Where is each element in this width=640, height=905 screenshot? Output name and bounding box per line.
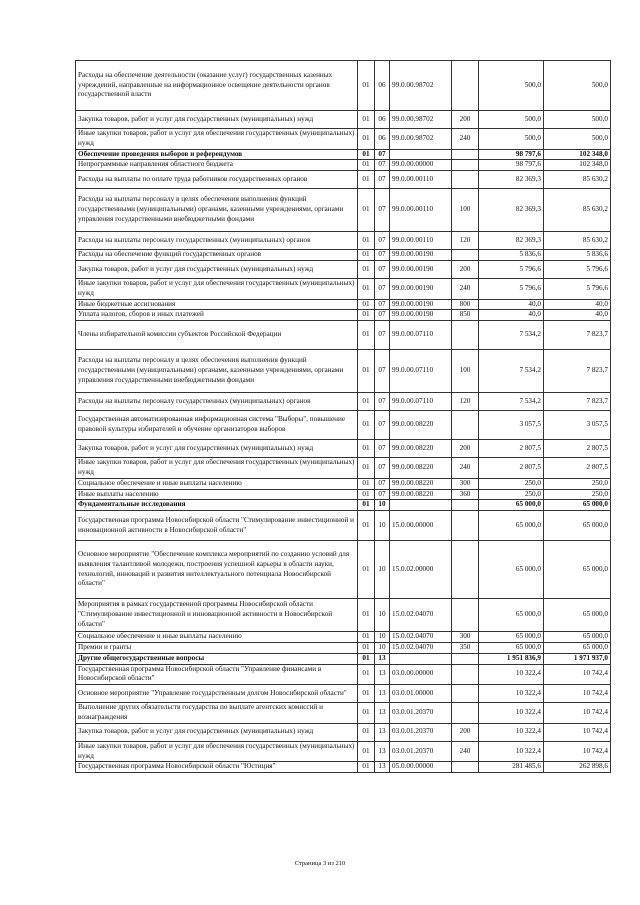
row-razdel: 01 <box>358 741 375 762</box>
row-name: Основное мероприятие "Обеспечение комплекса мероприятий по созданию условий для выявления талантливой молодежи, построения успешной карьеры в области науки, технологий, инноваций и развития интеллектуального потенциала Новосибирской области" <box>76 541 358 599</box>
row-podrazdel: 07 <box>375 489 390 500</box>
table-row <box>76 478 611 489</box>
row-podrazdel: 07 <box>375 411 390 440</box>
table-row <box>76 278 611 299</box>
row-amount-year2: 3 057,5 <box>544 411 611 440</box>
table-row <box>76 310 611 321</box>
row-amount-year2: 65 000,0 <box>544 500 611 511</box>
row-csr: 99.0.00.07110 <box>390 321 452 350</box>
row-vr <box>452 762 479 773</box>
table-row <box>76 599 611 632</box>
table-row <box>76 511 611 541</box>
row-podrazdel: 10 <box>375 642 390 653</box>
row-amount-year2: 65 000,0 <box>544 599 611 632</box>
row-razdel: 01 <box>358 321 375 350</box>
row-name: Расходы на обеспечение деятельности (оказание услуг) государственных казенных учреждений, направленные на информационное освещение деятельности органов государственной власти <box>76 61 358 111</box>
row-amount-year2: 250,0 <box>544 489 611 500</box>
row-amount-year2: 7 823,7 <box>544 393 611 411</box>
row-vr: 200 <box>452 723 479 741</box>
table-row <box>76 171 611 189</box>
row-amount-year2: 65 000,0 <box>544 632 611 643</box>
row-amount-year1: 65 000,0 <box>479 599 544 632</box>
row-amount-year1: 65 000,0 <box>479 541 544 599</box>
table-row <box>76 61 611 111</box>
row-vr: 240 <box>452 741 479 762</box>
row-vr <box>452 703 479 724</box>
row-vr <box>452 511 479 541</box>
row-name: Закупка товаров, работ и услуг для государственных (муниципальных) нужд <box>76 260 358 278</box>
row-amount-year1: 40,0 <box>479 310 544 321</box>
row-razdel: 01 <box>358 599 375 632</box>
page-footer: Страница 3 из 210 <box>294 860 346 867</box>
row-amount-year2: 10 742,4 <box>544 703 611 724</box>
row-razdel: 01 <box>358 350 375 393</box>
row-name: Закупка товаров, работ и услуг для государственных (муниципальных) нужд <box>76 111 358 129</box>
row-razdel: 01 <box>358 511 375 541</box>
row-amount-year1: 10 322,4 <box>479 685 544 703</box>
row-amount-year1: 65 000,0 <box>479 632 544 643</box>
row-podrazdel: 07 <box>375 189 390 232</box>
row-csr: 99.0.00.00190 <box>390 310 452 321</box>
row-csr: 15.0.02.04070 <box>390 599 452 632</box>
row-amount-year1: 82 369,3 <box>479 171 544 189</box>
table-row <box>76 762 611 773</box>
row-podrazdel: 07 <box>375 149 390 160</box>
row-amount-year1: 500,0 <box>479 111 544 129</box>
row-amount-year1: 500,0 <box>479 129 544 150</box>
row-podrazdel: 07 <box>375 171 390 189</box>
row-csr: 03.0.01.20370 <box>390 723 452 741</box>
row-vr: 200 <box>452 111 479 129</box>
row-csr: 03.0.00.00000 <box>390 664 452 685</box>
row-podrazdel: 06 <box>375 61 390 111</box>
row-podrazdel: 07 <box>375 350 390 393</box>
row-podrazdel: 07 <box>375 310 390 321</box>
table-row <box>76 260 611 278</box>
row-vr: 350 <box>452 642 479 653</box>
row-amount-year2: 5 796,6 <box>544 260 611 278</box>
row-razdel: 01 <box>358 129 375 150</box>
row-podrazdel: 07 <box>375 160 390 171</box>
row-razdel: 01 <box>358 762 375 773</box>
row-amount-year1: 82 369,3 <box>479 232 544 250</box>
row-csr: 03.0.01.20370 <box>390 703 452 724</box>
row-podrazdel: 10 <box>375 599 390 632</box>
row-csr: 99.0.00.08220 <box>390 411 452 440</box>
row-csr: 99.0.00.07110 <box>390 350 452 393</box>
row-amount-year2: 10 742,4 <box>544 723 611 741</box>
row-razdel: 01 <box>358 653 375 664</box>
table-row <box>76 189 611 232</box>
row-vr: 800 <box>452 299 479 310</box>
row-vr: 100 <box>452 350 479 393</box>
row-amount-year1: 1 951 836,9 <box>479 653 544 664</box>
row-razdel: 01 <box>358 171 375 189</box>
row-amount-year1: 10 322,4 <box>479 723 544 741</box>
row-vr <box>452 653 479 664</box>
row-amount-year1: 98 797,6 <box>479 149 544 160</box>
row-name: Иные выплаты населению <box>76 489 358 500</box>
row-vr: 240 <box>452 278 479 299</box>
row-name: Фундаментальные исследования <box>76 500 358 511</box>
row-name: Премии и гранты <box>76 642 358 653</box>
row-name: Уплата налогов, сборов и иных платежей <box>76 310 358 321</box>
row-amount-year1: 10 322,4 <box>479 741 544 762</box>
row-razdel: 01 <box>358 149 375 160</box>
row-name: Расходы на обеспечение функций государственных органов <box>76 250 358 261</box>
row-amount-year2: 1 971 937,0 <box>544 653 611 664</box>
row-amount-year1: 5 796,6 <box>479 260 544 278</box>
row-amount-year1: 65 000,0 <box>479 511 544 541</box>
row-razdel: 01 <box>358 260 375 278</box>
row-csr: 99.0.00.00110 <box>390 171 452 189</box>
row-podrazdel: 07 <box>375 260 390 278</box>
table-row <box>76 703 611 724</box>
row-name: Расходы на выплаты по оплате труда работников государственных органов <box>76 171 358 189</box>
row-podrazdel: 13 <box>375 723 390 741</box>
table-row <box>76 250 611 261</box>
table-row <box>76 664 611 685</box>
table-row <box>76 541 611 599</box>
row-amount-year2: 102 348,0 <box>544 160 611 171</box>
row-podrazdel: 13 <box>375 762 390 773</box>
row-razdel: 01 <box>358 189 375 232</box>
row-name: Расходы на выплаты персоналу государственных (муниципальных) органов <box>76 232 358 250</box>
row-amount-year1: 10 322,4 <box>479 664 544 685</box>
table-row <box>76 741 611 762</box>
row-csr: 99.0.00.07110 <box>390 393 452 411</box>
row-amount-year1: 10 322,4 <box>479 703 544 724</box>
row-amount-year2: 2 807,5 <box>544 458 611 479</box>
row-amount-year2: 85 630,2 <box>544 171 611 189</box>
row-amount-year1: 250,0 <box>479 489 544 500</box>
row-podrazdel: 07 <box>375 321 390 350</box>
row-name: Социальное обеспечение и иные выплаты населению <box>76 478 358 489</box>
row-vr <box>452 685 479 703</box>
row-csr: 99.0.00.00110 <box>390 232 452 250</box>
row-amount-year1: 281 485,6 <box>479 762 544 773</box>
row-razdel: 01 <box>358 541 375 599</box>
row-name: Государственная автоматизированная информационная система "Выборы", повышение правовой культуры избирателей и обучение организаторов выборов <box>76 411 358 440</box>
row-vr <box>452 171 479 189</box>
row-razdel: 01 <box>358 632 375 643</box>
row-razdel: 01 <box>358 299 375 310</box>
row-csr <box>390 500 452 511</box>
table-row <box>76 411 611 440</box>
row-podrazdel: 13 <box>375 703 390 724</box>
row-amount-year2: 40,0 <box>544 310 611 321</box>
row-amount-year2: 102 348,0 <box>544 149 611 160</box>
row-razdel: 01 <box>358 703 375 724</box>
row-vr: 300 <box>452 632 479 643</box>
row-vr: 850 <box>452 310 479 321</box>
row-amount-year2: 500,0 <box>544 129 611 150</box>
row-razdel: 01 <box>358 111 375 129</box>
row-podrazdel: 10 <box>375 500 390 511</box>
row-razdel: 01 <box>358 478 375 489</box>
row-csr: 99.0.00.08220 <box>390 440 452 458</box>
table-row <box>76 160 611 171</box>
row-amount-year2: 10 742,4 <box>544 685 611 703</box>
row-razdel: 01 <box>358 489 375 500</box>
row-amount-year1: 7 534,2 <box>479 321 544 350</box>
table-row <box>76 440 611 458</box>
row-podrazdel: 06 <box>375 129 390 150</box>
row-amount-year1: 250,0 <box>479 478 544 489</box>
table-row <box>76 500 611 511</box>
row-amount-year2: 5 836,6 <box>544 250 611 261</box>
row-amount-year1: 3 057,5 <box>479 411 544 440</box>
row-vr <box>452 541 479 599</box>
row-vr: 120 <box>452 232 479 250</box>
row-name: Непрограммные направления областного бюджета <box>76 160 358 171</box>
row-csr: 03.0.01.00000 <box>390 685 452 703</box>
row-amount-year2: 10 742,4 <box>544 664 611 685</box>
row-vr <box>452 500 479 511</box>
row-name: Расходы на выплаты персоналу в целях обеспечения выполнения функций государственными (муниципальными) органами, казенными учреждениями, органами управления государственными внебюджетными фондами <box>76 350 358 393</box>
row-vr: 100 <box>452 189 479 232</box>
table-row <box>76 458 611 479</box>
table-row <box>76 232 611 250</box>
row-csr: 99.0.00.00000 <box>390 160 452 171</box>
row-podrazdel: 07 <box>375 250 390 261</box>
row-podrazdel: 07 <box>375 478 390 489</box>
row-amount-year2: 262 898,6 <box>544 762 611 773</box>
row-podrazdel: 07 <box>375 278 390 299</box>
table-row <box>76 393 611 411</box>
row-csr: 99.0.00.08220 <box>390 458 452 479</box>
row-vr <box>452 250 479 261</box>
row-name: Иные закупки товаров, работ и услуг для обеспечения государственных (муниципальных) нужд <box>76 129 358 150</box>
row-vr: 300 <box>452 478 479 489</box>
row-name: Закупка товаров, работ и услуг для государственных (муниципальных) нужд <box>76 723 358 741</box>
row-podrazdel: 13 <box>375 653 390 664</box>
row-podrazdel: 07 <box>375 232 390 250</box>
row-razdel: 01 <box>358 250 375 261</box>
row-csr: 99.0.00.98702 <box>390 129 452 150</box>
row-vr: 120 <box>452 393 479 411</box>
table-row <box>76 299 611 310</box>
row-razdel: 01 <box>358 411 375 440</box>
row-razdel: 01 <box>358 61 375 111</box>
row-name: Обеспечение проведения выборов и референдумов <box>76 149 358 160</box>
row-razdel: 01 <box>358 393 375 411</box>
row-amount-year1: 5 796,6 <box>479 278 544 299</box>
row-name: Члены избирательной комиссии субъектов Российской Федерации <box>76 321 358 350</box>
row-csr: 15.0.02.04070 <box>390 632 452 643</box>
row-csr: 99.0.00.98702 <box>390 61 452 111</box>
table-row <box>76 723 611 741</box>
row-name: Другие общегосударственные вопросы <box>76 653 358 664</box>
row-csr: 99.0.00.08220 <box>390 489 452 500</box>
table-body <box>76 61 611 773</box>
row-vr: 360 <box>452 489 479 500</box>
table-row <box>76 685 611 703</box>
row-amount-year2: 65 000,0 <box>544 541 611 599</box>
row-csr: 99.0.00.00190 <box>390 278 452 299</box>
table-row <box>76 111 611 129</box>
row-amount-year1: 40,0 <box>479 299 544 310</box>
row-amount-year2: 2 807,5 <box>544 440 611 458</box>
row-amount-year1: 82 369,3 <box>479 189 544 232</box>
row-amount-year1: 65 000,0 <box>479 500 544 511</box>
row-name: Расходы на выплаты персоналу государственных (муниципальных) органов <box>76 393 358 411</box>
row-podrazdel: 10 <box>375 541 390 599</box>
row-amount-year1: 7 534,2 <box>479 350 544 393</box>
row-name: Выполнение других обязательств государства по выплате агентских комиссий и вознаграждения <box>76 703 358 724</box>
row-amount-year2: 7 823,7 <box>544 350 611 393</box>
row-csr: 99.0.00.08220 <box>390 478 452 489</box>
row-razdel: 01 <box>358 278 375 299</box>
row-csr: 99.0.00.00110 <box>390 189 452 232</box>
table-row <box>76 321 611 350</box>
row-amount-year2: 500,0 <box>544 111 611 129</box>
row-csr <box>390 653 452 664</box>
row-amount-year2: 10 742,4 <box>544 741 611 762</box>
row-name: Государственная программа Новосибирской области "Управление финансами в Новосибирской области" <box>76 664 358 685</box>
budget-table <box>75 60 611 773</box>
row-podrazdel: 13 <box>375 685 390 703</box>
row-amount-year2: 500,0 <box>544 61 611 111</box>
table-row <box>76 149 611 160</box>
row-vr: 200 <box>452 260 479 278</box>
row-podrazdel: 10 <box>375 511 390 541</box>
row-razdel: 01 <box>358 723 375 741</box>
row-vr: 200 <box>452 440 479 458</box>
row-podrazdel: 13 <box>375 741 390 762</box>
row-csr: 15.0.02.04070 <box>390 642 452 653</box>
row-podrazdel: 06 <box>375 111 390 129</box>
table-row <box>76 489 611 500</box>
row-csr: 99.0.00.00190 <box>390 299 452 310</box>
row-amount-year1: 5 836,6 <box>479 250 544 261</box>
row-podrazdel: 13 <box>375 664 390 685</box>
row-csr: 99.0.00.00190 <box>390 260 452 278</box>
row-razdel: 01 <box>358 685 375 703</box>
table-row <box>76 653 611 664</box>
row-amount-year2: 65 000,0 <box>544 511 611 541</box>
row-amount-year2: 85 630,2 <box>544 232 611 250</box>
row-name: Иные закупки товаров, работ и услуг для обеспечения государственных (муниципальных) нужд <box>76 741 358 762</box>
row-name: Государственная программа Новосибирской области "Юстиция" <box>76 762 358 773</box>
row-razdel: 01 <box>358 642 375 653</box>
row-razdel: 01 <box>358 458 375 479</box>
row-vr <box>452 61 479 111</box>
row-amount-year2: 250,0 <box>544 478 611 489</box>
row-name: Государственная программа Новосибирской области "Стимулирование инвестиционной и инновационной активности в Новосибирской области" <box>76 511 358 541</box>
row-podrazdel: 07 <box>375 458 390 479</box>
row-csr: 15.0.00.00000 <box>390 511 452 541</box>
row-podrazdel: 07 <box>375 299 390 310</box>
row-csr: 03.0.01.20370 <box>390 741 452 762</box>
row-csr <box>390 149 452 160</box>
table-row <box>76 642 611 653</box>
row-amount-year2: 5 796,6 <box>544 278 611 299</box>
row-csr: 99.0.00.00190 <box>390 250 452 261</box>
row-name: Иные закупки товаров, работ и услуг для обеспечения государственных (муниципальных) нужд <box>76 458 358 479</box>
row-amount-year2: 40,0 <box>544 299 611 310</box>
row-vr <box>452 411 479 440</box>
row-podrazdel: 10 <box>375 632 390 643</box>
row-vr: 240 <box>452 458 479 479</box>
row-razdel: 01 <box>358 232 375 250</box>
row-podrazdel: 07 <box>375 440 390 458</box>
row-name: Иные бюджетные ассигнования <box>76 299 358 310</box>
row-vr <box>452 321 479 350</box>
row-amount-year1: 500,0 <box>479 61 544 111</box>
row-razdel: 01 <box>358 310 375 321</box>
row-podrazdel: 07 <box>375 393 390 411</box>
row-vr <box>452 599 479 632</box>
row-vr: 240 <box>452 129 479 150</box>
row-amount-year1: 2 807,5 <box>479 458 544 479</box>
row-csr: 15.0.02.00000 <box>390 541 452 599</box>
row-csr: 05.0.00.00000 <box>390 762 452 773</box>
row-razdel: 01 <box>358 440 375 458</box>
row-name: Иные закупки товаров, работ и услуг для обеспечения государственных (муниципальных) нужд <box>76 278 358 299</box>
row-csr: 99.0.00.98702 <box>390 111 452 129</box>
table-row <box>76 632 611 643</box>
row-vr <box>452 664 479 685</box>
row-amount-year2: 7 823,7 <box>544 321 611 350</box>
row-amount-year1: 2 807,5 <box>479 440 544 458</box>
row-vr <box>452 160 479 171</box>
row-amount-year2: 65 000,0 <box>544 642 611 653</box>
row-name: Мероприятия в рамках государственной программы Новосибирской области "Стимулирование инвестиционной и инновационной активности в Новосибирской области" <box>76 599 358 632</box>
row-amount-year1: 65 000,0 <box>479 642 544 653</box>
row-amount-year1: 98 797,6 <box>479 160 544 171</box>
row-name: Закупка товаров, работ и услуг для государственных (муниципальных) нужд <box>76 440 358 458</box>
table-row <box>76 350 611 393</box>
row-name: Социальное обеспечение и иные выплаты населению <box>76 632 358 643</box>
row-razdel: 01 <box>358 664 375 685</box>
row-amount-year1: 7 534,2 <box>479 393 544 411</box>
row-amount-year2: 85 630,2 <box>544 189 611 232</box>
table-row <box>76 129 611 150</box>
row-vr <box>452 149 479 160</box>
row-name: Расходы на выплаты персоналу в целях обеспечения выполнения функций государственными (муниципальными) органами, казенными учреждениями, органами управления государственными внебюджетными фондами <box>76 189 358 232</box>
row-razdel: 01 <box>358 160 375 171</box>
row-razdel: 01 <box>358 500 375 511</box>
row-name: Основное мероприятие "Управление государственным долгом Новосибирской области" <box>76 685 358 703</box>
